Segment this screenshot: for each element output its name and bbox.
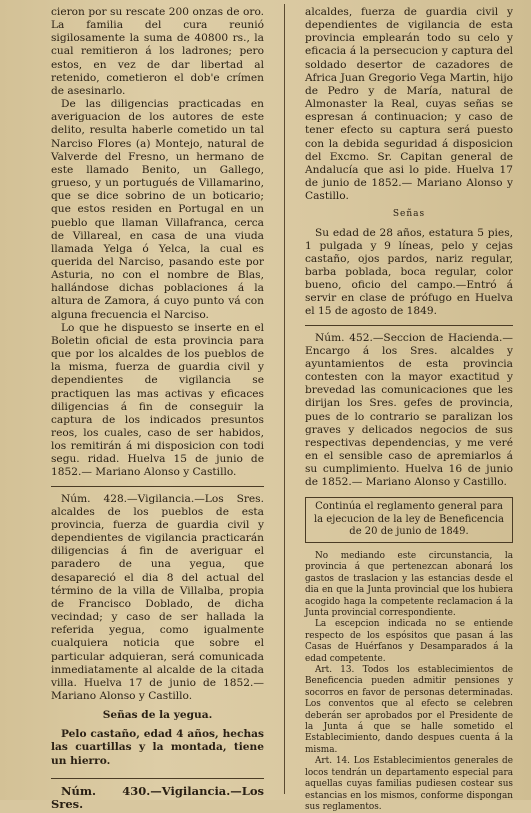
reglamento-paragraph: La escepcion indicada no se entiende respecto de los espósitos que pasan á las Casas de Huérfanos y Desamparados á la edad competente. <box>305 619 513 664</box>
senas-text: Su edad de 28 años, estatura 5 pies, 1 pulgada y 9 líneas, pelo y cejas castaño, ojos pardos, nariz regular, barba poblada, boca regular, color bueno, oficio del campo.—Entró á servir en clase de prófugo en Huelva el 15 de agosto de 1849. <box>305 226 513 318</box>
notice-428: Núm. 428.—Vigilancia.—Los Sres. alcaldes de los pueblos de esta provincia, fuerza de guardia civil y dependientes de vigilancia practicarán diligencias á fin de averiguar el paradero de una yegua, que desapareció el dia 8 del actual del término de la villa de Villalba, propia de Francisco Doblado, de dicha vecindad; y caso de ser hallada la referida yegua, como igualmente cualquiera noticia que sobre el particular adquieran, será comunicada inmediatamente al alcalde de la citada villa. Huelva 17 de junio de 1852.—Mariano Alonso y Castillo. <box>51 492 264 702</box>
right-column <box>305 6 513 813</box>
senas-heading: Señas <box>392 209 426 220</box>
left-column <box>51 6 264 811</box>
notice-430-heading: Núm. 430.—Vigilancia.—Los Sres. <box>51 783 264 811</box>
column-divider <box>284 4 285 794</box>
paragraph-deserter: alcaldes, fuerza de guardia civil y dependientes de vigilancia de esta provincia emplearán todo su celo y eficacia á la persecucion y captura del soldado desertor de cazadores de Africa Juan Gregorio Vega Martin, hijo de Pedro y de María, natural de Almonaster la Real, cuyas señas se espresan á continuacion; y caso de tener efecto su captura será puesto con la debida seguridad á disposicion del Excmo. Sr. Capitan general de Andalucía que asi lo pide. Huelva 17 de junio de 1852.— Mariano Alonso y Castillo. <box>305 6 513 203</box>
senas-yegua-heading: Señas de la yegua. <box>102 709 213 722</box>
paragraph-order: Lo que he dispuesto se inserte en el Boletin oficial de esta provincia para que por los alcaldes de los pueblos de la misma, fuerza de guardia civil y dependientes de vigilancia se practiquen las mas activas y eficaces diligencias á fin de conseguir la captura de los indicados presuntos reos, los cuales, caso de ser habidos, los remitirán á mi disposicion con todi segu. ridad. Huelva 15 de junio de 1852.— Mariano Alonso y Castillo. <box>51 321 264 479</box>
reglamento-paragraph: No mediando este circunstancia, la provincia á que pertenezcan abonará los gastos de traslacion y las estancias desde el dia en que la Junta provincial que los hubiera acogido haga la competente reclamacion á la Junta provincial correspondiente. <box>305 550 513 618</box>
divider-rule <box>51 778 264 779</box>
senas-yegua-text: Pelo castaño, edad 4 años, hechas las cuartillas y la montada, tiene un hierro. <box>51 728 264 767</box>
paragraph-ransom: cieron por su rescate 200 onzas de oro. La familia del cura reunió sigilosamente la suma de 40800 rs., la cual remitieron á los ladrones; pero estos, en vez de dar libertad al retenido, cometieron el dob'e crímen de asesinarlo. <box>51 6 264 97</box>
reglamento-article-13: Art. 13. Todos los establecimientos de Beneficencia pueden admitir pensiones y socorros en favor de personas determinadas. Los conventos que al efecto se celebren deberán ser aprobados por el Presidente de la Junta á que se halle sometido el Establecimiento, dando despues cuenta á la misma. <box>305 665 513 755</box>
notice-452: Núm. 452.—Seccion de Hacienda.— Encargo á los Sres. alcaldes y ayuntamientos de esta provincia contesten con la mayor exactitud y brevedad las comunicaciones que les dirijan los Sres. gefes de provincia, pues de lo contrario se paralizan los graves y delicados negocios de sus respectivas dependencias, y me veré en el sensible caso de apremiarlos á su cumplimiento. Huelva 16 de junio de 1852.— Mariano Alonso y Castillo. <box>305 331 513 489</box>
paragraph-investigation: De las diligencias practicadas en averiguacion de los autores de este delito, resulta haberle cometido un tal Narciso Flores (a) Montejo, natural de Valverde del Fresno, un hermano de este llamado Benito, un Gallego, grueso, y un portugués de Villamarino, que se dice sobrino de un boticario; que estos residen en Portugal en un pueblo que llaman Villafranca, cerca de Villareal, en casa de una viuda llamada Yelga ó Yelca, la cual es querida del Narciso, pasando este por Asturia, no con el nombre de Blas, hallándose dichas poblaciones á la altura de Zamora, á cuyo punto vá con alguna frecuencia el Narciso. <box>51 98 264 321</box>
divider-rule <box>51 486 264 487</box>
divider-rule <box>305 325 513 326</box>
reglamento-title: Continúa el reglamento general para la ejecucion de la ley de Beneficencia de 20 de junio de 1849. <box>313 501 505 538</box>
reglamento-title-box <box>305 497 513 543</box>
reglamento-article-14: Art. 14. Los Establecimientos generales de locos tendrán un departamento especial para aquellas cuyas familias pudiesen costear sus estancias en los mismos, conforme dispongan sus reglamentos. <box>305 756 513 812</box>
